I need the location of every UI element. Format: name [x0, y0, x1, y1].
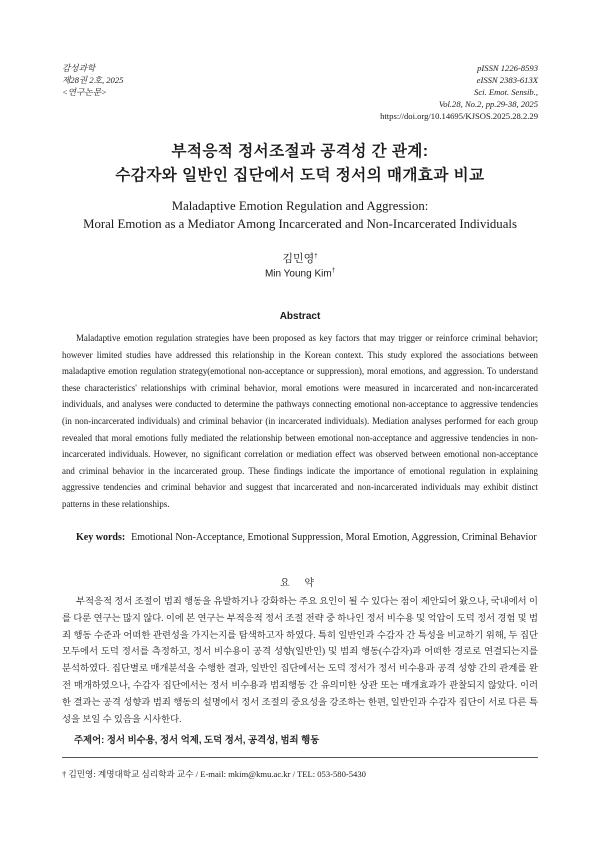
keywords-text: Emotional Non-Acceptance, Emotional Suppression, Moral Emotion, Aggression, Criminal Behavior	[131, 532, 537, 543]
footnote-mark: †	[62, 769, 67, 779]
footnote-divider	[62, 757, 538, 758]
doi-link[interactable]: https://doi.org/10.14695/KJSOS.2025.28.2.29	[380, 111, 538, 121]
english-title-line-1: Maladaptive Emotion Regulation and Aggression:	[171, 199, 429, 213]
korean-title	[0, 140, 600, 188]
author-mark-en: †	[331, 268, 336, 274]
korean-title-line-2: 수감자와 일반인 집단에서 도덕 정서의 매개효과 비교	[115, 167, 485, 184]
author-korean-name: 김민영	[282, 253, 315, 265]
korean-keywords-label: 주제어:	[74, 734, 105, 745]
english-title-line-2: Moral Emotion as a Mediator Among Incarcerated and Non-Incarcerated Individuals	[83, 217, 517, 231]
journal-abbrev: Sci. Emot. Sensib.,	[474, 87, 538, 97]
footnote	[62, 768, 538, 780]
korean-summary-heading: 요 약	[279, 578, 321, 589]
journal-info-right	[380, 62, 538, 122]
pissn: pISSN 1226-8593	[477, 63, 538, 73]
abstract-body: Maladaptive emotion regulation strategies have been proposed as key factors that may trigger or reinforce criminal behavior; however limited studies have addressed this relationship in the Korean context. This study explored the associations between maladaptive emotion regulation strategy(emotional non-acceptance or suppression), moral emotions, and aggression. To understand these characteristics' relationships with criminal behavior, moral emotions were measured in incarcerated and non-incarcerated individuals, and analyses were conducted to determine the pathways connecting emotional non-acceptance to aggressive tendencies (in non-incarcerated individuals) and criminal behavior (in incarcerated individuals). Mediation analyses performed for each group revealed that moral emotions fully mediated the relationship between emotional non-acceptance and aggressive tendencies in non-incarcerated individuals. However, no significant correlation or mediation effect was observed between emotional non-acceptance and criminal behavior in the incarcerated group. These findings indicate the importance of emotional regulation in explaining aggressive tendencies and criminal behavior and suggest that incarcerated and non-incarcerated individuals may exhibit distinct patterns in these relationships.	[62, 333, 538, 509]
korean-keywords	[74, 732, 538, 746]
journal-volume: 제28권 2호, 2025	[62, 75, 124, 85]
abstract-heading: Abstract	[279, 311, 321, 322]
english-keywords	[76, 530, 538, 546]
journal-info-left	[62, 62, 123, 98]
korean-summary-body: 부적응적 정서 조절이 범죄 행동을 유발하거나 강화하는 주요 요인이 될 수 있다는 점이 제안되어 왔으나, 국내에서 이를 다룬 연구는 많지 않다. 이에 본 연구는 부적응적 정서 조절 전략 중 하나인 정서 비수용 및 억압이 도덕 정서 경험 및 범죄 행동 수준과 어떠한 관련성을 가지는지를 탐색하고자 하였다. 특히 일반인과 수감자 간 특성을 비교하기 위해, 두 집단 모두에서 도덕 정서를 측정하고, 정서 비수용이 공격 성향(일반인) 및 범죄 행동(수감자)과 어떠한 경로로 연결되는지를 분석하였다. 집단별로 매개분석을 수행한 결과, 일반인 집단에서는 도덕 정서가 정서 비수용과 공격 성향 간의 관계를 완전 매개하였으나, 수감자 집단에서는 정서 비수용과 범죄행동 간 유의미한 상관 또는 매개효과가 관찰되지 않았다. 이러한 결과는 공격 성향과 범죄 행동의 설명에서 정서 조절의 중요성을 강조하는 한편, 일반인과 수감자 집단이 서로 다른 특성을 보일 수 있음을 시사한다.	[62, 597, 538, 725]
volume-pages: Vol.28, No.2, pp.29-38, 2025	[438, 99, 538, 109]
korean-keywords-text: 정서 비수용, 정서 억제, 도덕 정서, 공격성, 범죄 행동	[106, 734, 320, 745]
eissn: eISSN 2383-613X	[476, 75, 538, 85]
author-mark: †	[314, 253, 318, 260]
korean-title-line-1: 부적응적 정서조절과 공격성 간 관계:	[171, 143, 429, 160]
english-title	[0, 197, 600, 233]
article-type: <연구논문>	[62, 87, 107, 97]
journal-name: 감성과학	[62, 63, 96, 73]
author-english	[0, 268, 600, 279]
author-korean	[0, 250, 600, 266]
author-english-name: Min Young Kim	[264, 268, 332, 280]
footnote-text: 김민영: 계명대학교 심리학과 교수 / E-mail: mkim@kmu.ac.kr / TEL: 053-580-5430	[68, 769, 366, 779]
keywords-label: Key words:	[76, 532, 126, 543]
